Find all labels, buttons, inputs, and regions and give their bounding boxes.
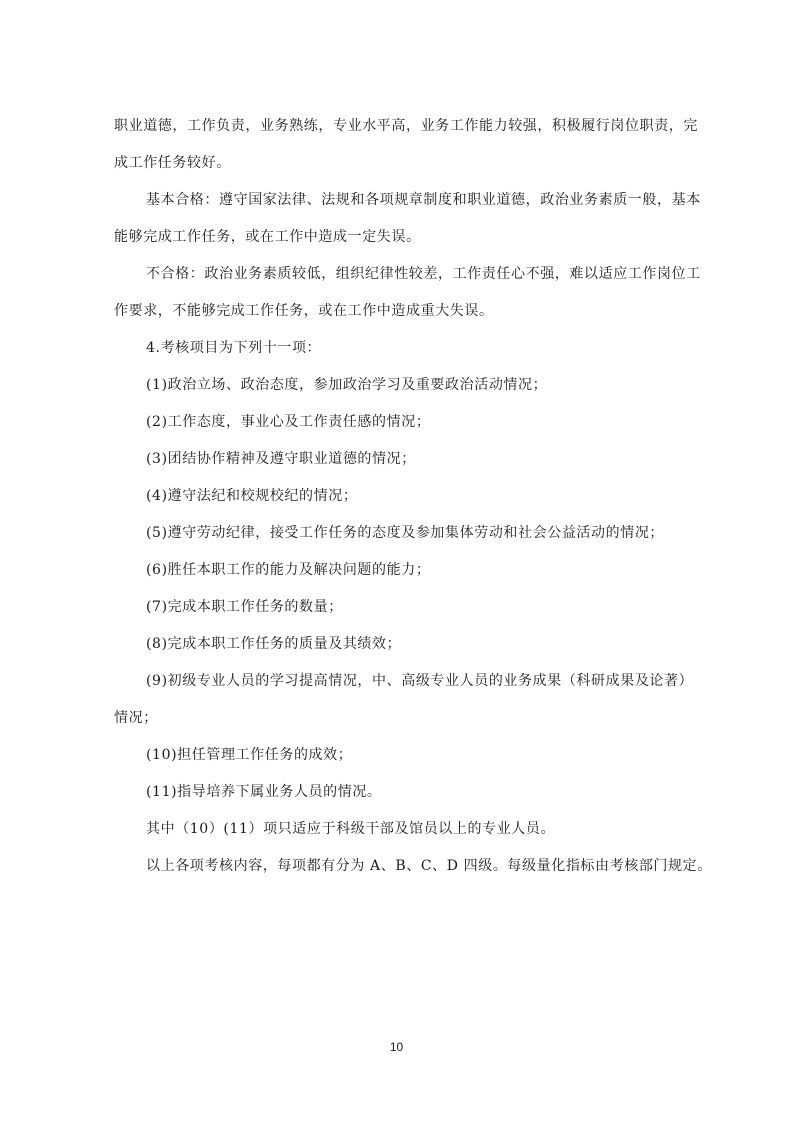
list-item: (5)遵守劳动纪律，接受工作任务的态度及参加集体劳动和社会公益活动的情况； bbox=[146, 525, 665, 541]
list-item: (3)团结协作精神及遵守职业道德的情况； bbox=[146, 451, 416, 467]
list-item: (9)初级专业人员的学习提高情况，中、高级专业人员的业务成果（科研成果及论著） bbox=[146, 673, 694, 689]
list-item: (2)工作态度，事业心及工作责任感的情况； bbox=[146, 414, 431, 430]
text-line: 基本合格：遵守国家法律、法规和各项规章制度和职业道德，政治业务素质一般，基本 bbox=[146, 192, 701, 208]
text-line: 职业道德，工作负责，业务熟练，专业水平高，业务工作能力较强，积极履行岗位职责，完 bbox=[114, 118, 698, 134]
text-line: 其中（10）(11）项只适应于科级干部及馆员以上的专业人员。 bbox=[146, 821, 556, 837]
text-line: 4.考核项目为下列十一项： bbox=[146, 340, 322, 356]
page-number: 10 bbox=[389, 1040, 404, 1054]
list-item: (4)遵守法纪和校规校纪的情况； bbox=[146, 488, 358, 504]
list-item: (7)完成本职工作任务的数量； bbox=[146, 599, 343, 615]
list-item: (11)指导培养下属业务人员的情况。 bbox=[146, 784, 382, 800]
document-body bbox=[114, 108, 712, 885]
text-line: 能够完成工作任务，或在工作中造成一定失误。 bbox=[114, 229, 421, 245]
text-line: 以上各项考核内容，每项都有分为 A、B、C、D 四级。每级量化指标由考核部门规定。 bbox=[146, 858, 712, 874]
list-item: (1)政治立场、政治态度，参加政治学习及重要政治活动情况； bbox=[146, 377, 548, 393]
list-item: (8)完成本职工作任务的质量及其绩效； bbox=[146, 636, 402, 652]
text-line: 作要求，不能够完成工作任务，或在工作中造成重大失误。 bbox=[114, 303, 494, 319]
list-item: (6)胜任本职工作的能力及解决问题的能力； bbox=[146, 562, 431, 578]
list-item: (10)担任管理工作任务的成效； bbox=[146, 747, 353, 763]
text-line: 成工作任务较好。 bbox=[114, 155, 231, 171]
text-line: 不合格：政治业务素质较低，组织纪律性较差，工作责任心不强，难以适应工作岗位工 bbox=[146, 266, 701, 282]
text-line: 情况； bbox=[114, 710, 158, 726]
